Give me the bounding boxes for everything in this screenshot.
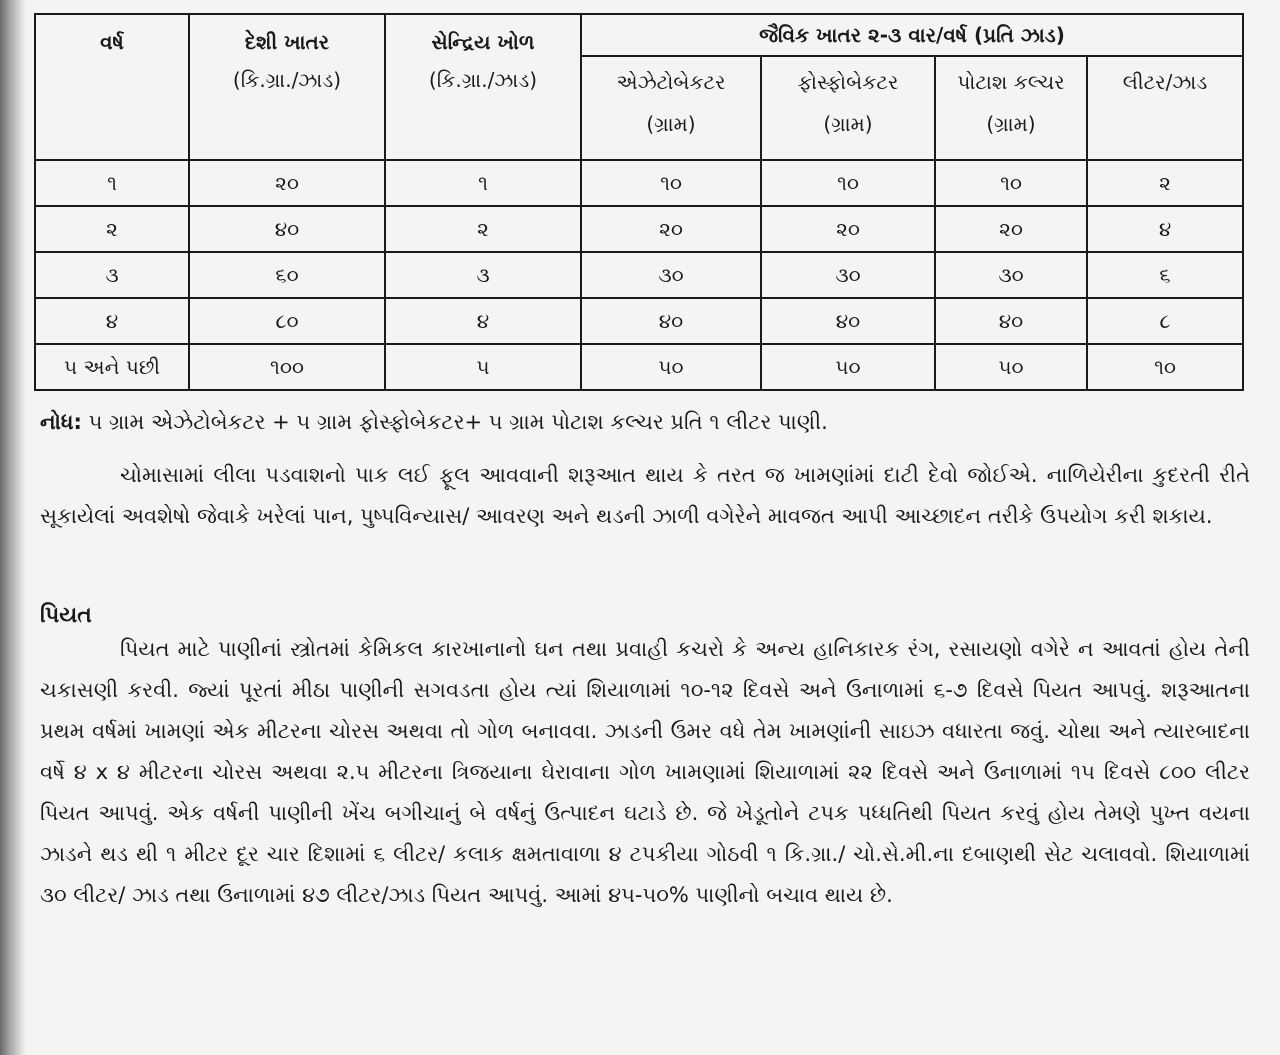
table-cell: ૪૦ <box>935 298 1087 344</box>
table-cell: ૫૦ <box>581 344 761 390</box>
header-year: વર્ષ <box>35 14 189 160</box>
table-cell: ૨ <box>1087 160 1243 206</box>
table-cell: ૬ <box>1087 252 1243 298</box>
table-cell: ૪૦ <box>761 298 935 344</box>
header-organic-cake: સેન્દ્રિય ખોળ (કિ.ગ્રા./ઝાડ) <box>385 14 581 160</box>
table-cell: ૧૦૦ <box>189 344 385 390</box>
table-cell: ૧૦ <box>761 160 935 206</box>
table-cell: ૩ <box>385 252 581 298</box>
table-cell: ૧૦ <box>935 160 1087 206</box>
table-cell: ૫ અને પછી <box>35 344 189 390</box>
table-cell: ૩૦ <box>935 252 1087 298</box>
table-cell: ૪૦ <box>189 206 385 252</box>
table-cell: ૫૦ <box>935 344 1087 390</box>
table-row <box>35 298 1243 344</box>
table-cell: ૩ <box>35 252 189 298</box>
note-line <box>40 402 1250 443</box>
paragraph-text: પિયત માટે પાણીનાં સ્ત્રોતમાં કેમિકલ કારખાનાનો ઘન તથા પ્રવાહી કચરો કે અન્ય હાનિકારક રંગ, રસાયણો વગેરે ન આવતાં હોય તેની ચકાસણી કરવી. જ્યાં પૂરતાં મીઠા પાણીની સગવડતા હોય ત્યાં શિયાળામાં ૧૦-૧૨ દિવસે અને ઉનાળામાં ૬-૭ દિવસે પિયત આપવું. શરૂઆતના પ્રથમ વર્ષમાં ખામણાં એક મીટરના ચોરસ અથવા તો ગોળ બનાવવા. ઝાડની ઉમર વધે તેમ ખામણાંની સાઇઝ વધારતા જવું. ચોથા અને ત્યારબાદના વર્ષે ૪ x ૪ મીટરના ચોરસ અથવા ૨.૫ મીટરના ત્રિજયાના ઘેરાવાના ગોળ ખામણામાં શિયાળામાં ૨૨ દિવસે અને ઉનાળામાં ૧૫ દિવસે ૮૦૦ લીટર પિયત આપવું. એક વર્ષની પાણીની ખેંચ બગીચાનું બે વર્ષનું ઉત્પાદન ઘટાડે છે. જે ખેડૂતોને ટપક પધ્ધતિથી પિયત કરવું હોય તેમણે પુખ્ત વયના ઝાડને થડ થી ૧ મીટર દૂર ચાર દિશામાં ૬ લીટર/ કલાક ક્ષમતાવાળા ૪ ટપકીયા ગોઠવી ૧ કિ.ગ્રા./ ચો.સે.મી.ના દબાણથી સેટ ચલાવવો. શિયાળામાં ૩૦ લીટર/ ઝાડ તથા ઉનાળામાં ૪૭ લીટર/ઝાડ પિયત આપવું. આમાં ૪૫-૫૦% પાણીનો બચાવ થાય છે. <box>40 637 1250 907</box>
table-cell: ૨૦ <box>935 206 1087 252</box>
header-bio-fertilizer-group: જૈવિક ખાતર ૨-૩ વાર/વર્ષ (પ્રતિ ઝાડ) <box>581 14 1243 56</box>
table-cell: ૫૦ <box>761 344 935 390</box>
page-edge-shadow <box>0 0 26 1055</box>
fertilizer-schedule-table <box>34 13 1244 391</box>
table-cell: ૪૦ <box>581 298 761 344</box>
table-row <box>35 160 1243 206</box>
table-cell: ૨૦ <box>761 206 935 252</box>
table-cell: ૨ <box>35 206 189 252</box>
table-cell: ૧૦ <box>1087 344 1243 390</box>
table-cell: ૫ <box>385 344 581 390</box>
header-azotobacter: એઝેટોબેકટર (ગ્રામ) <box>581 56 761 160</box>
header-phosphobacter: ફોસ્ફોબેકટર (ગ્રામ) <box>761 56 935 160</box>
header-liter-per-tree: લીટર/ઝાડ <box>1087 56 1243 160</box>
table-row <box>35 344 1243 390</box>
table-cell: ૩૦ <box>581 252 761 298</box>
table-cell: ૧ <box>385 160 581 206</box>
table-cell: ૧૦ <box>581 160 761 206</box>
table-cell: ૧ <box>35 160 189 206</box>
table-cell: ૮ <box>1087 298 1243 344</box>
paragraph-text: ચોમાસામાં લીલા પડવાશનો પાક લઈ ફૂલ આવવાની શરૂઆત થાય કે તરત જ ખામણાંમાં દાટી દેવો જોઈએ. નાળિયેરીના કુદરતી રીતે સૂકાયેલાં અવશેષો જેવાકે ખરેલાં પાન, પુષ્પવિન્યાસ/ આવરણ અને થડની ઝાળી વગેરેને માવજત આપી આચ્છાદન તરીકે ઉપયોગ કરી શકાય. <box>40 463 1250 528</box>
irrigation-paragraph <box>40 629 1250 916</box>
table-row <box>35 252 1243 298</box>
table-cell: ૨૦ <box>581 206 761 252</box>
table-cell: ૮૦ <box>189 298 385 344</box>
table-cell: ૪ <box>35 298 189 344</box>
table-cell: ૬૦ <box>189 252 385 298</box>
table-cell: ૪ <box>1087 206 1243 252</box>
header-local-manure: દેશી ખાતર (કિ.ગ્રા./ઝાડ) <box>189 14 385 160</box>
table-cell: ૪ <box>385 298 581 344</box>
table-cell: ૨ <box>385 206 581 252</box>
table-cell: ૩૦ <box>761 252 935 298</box>
note-text: ૫ ગ્રામ એઝેટોબેકટર + ૫ ગ્રામ ફોસ્ફોબેકટર+ ૫ ગ્રામ પોટાશ કલ્ચર પ્રતિ ૧ લીટર પાણી. <box>81 410 828 434</box>
table-row <box>35 206 1243 252</box>
section-heading-irrigation: પિયત <box>40 603 92 628</box>
header-potash-culture: પોટાશ કલ્ચર (ગ્રામ) <box>935 56 1087 160</box>
note-label: નોધ: <box>40 410 82 434</box>
table-cell: ૨૦ <box>189 160 385 206</box>
mulching-paragraph <box>40 455 1250 537</box>
